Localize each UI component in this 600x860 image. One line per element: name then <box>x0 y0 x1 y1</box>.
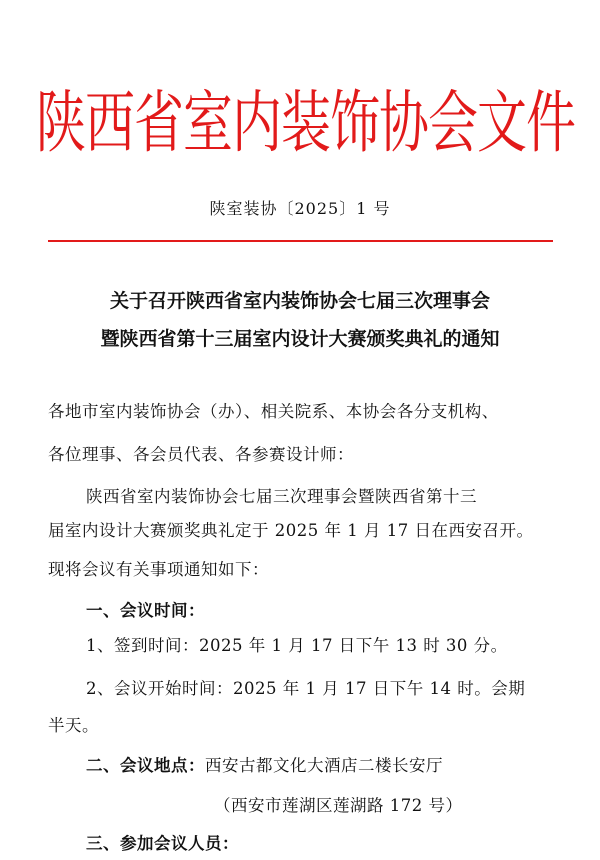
document-number: 陕室装协〔2025〕1 号 <box>209 199 391 218</box>
section-2-heading: 二、会议地点： <box>86 756 205 775</box>
intro-line-2: 届室内设计大赛颁奖典礼定于 2025 年 1 月 17 日在西安召开。 <box>48 521 534 540</box>
salutation-line-1: 各地市室内装饰协会（办）、相关院系、本协会各分支机构、 <box>48 402 499 421</box>
notice-title-line-2: 暨陕西省第十三届室内设计大赛颁奖典礼的通知 <box>100 328 500 350</box>
section-1-item-1: 1、签到时间：2025 年 1 月 17 日下午 13 时 30 分。 <box>86 636 508 655</box>
section-2-row <box>86 752 600 776</box>
section-3-heading: 三、参加会议人员： <box>86 834 239 853</box>
venue-address: （西安市莲湖区莲湖路 172 号） <box>214 796 463 815</box>
section-1-item-2-line-2: 半天。 <box>48 716 99 735</box>
letterhead-title: 陕西省室内装饰协会文件 <box>36 84 575 163</box>
intro-line-1: 陕西省室内装饰协会七届三次理事会暨陕西省第十三 <box>86 487 477 506</box>
section-1-heading: 一、会议时间： <box>86 601 205 620</box>
section-1-item-2-line-1: 2、会议开始时间：2025 年 1 月 17 日下午 14 时。会期 <box>86 679 526 698</box>
venue-name: 西安古都文化大酒店二楼长安厅 <box>205 756 443 775</box>
red-divider <box>48 240 553 242</box>
notice-title-line-1: 关于召开陕西省室内装饰协会七届三次理事会 <box>109 290 490 312</box>
intro-line-3: 现将会议有关事项通知如下： <box>48 560 269 579</box>
salutation-line-2: 各位理事、各会员代表、各参赛设计师： <box>48 445 354 464</box>
